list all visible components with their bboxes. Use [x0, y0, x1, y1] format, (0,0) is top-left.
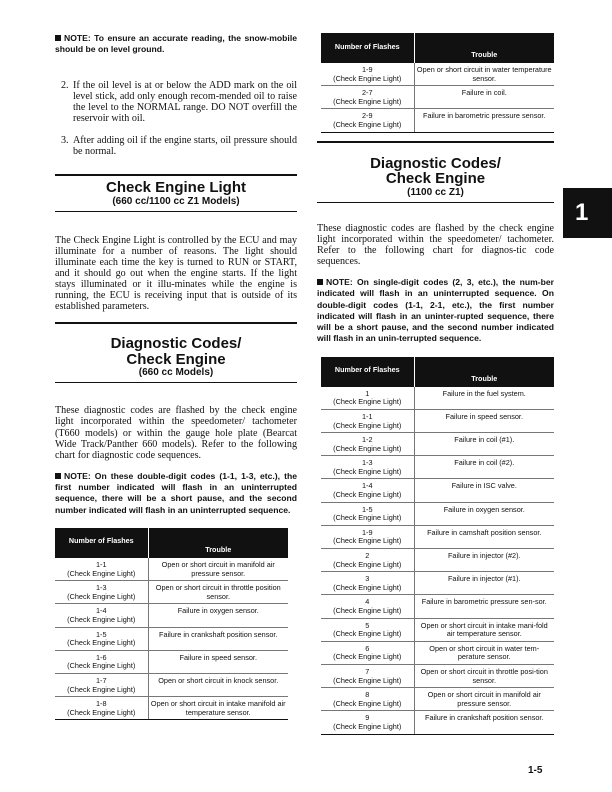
table-row [321, 479, 554, 502]
trouble-cell: Failure in the fuel system. [414, 387, 554, 410]
table-row [321, 618, 554, 641]
trouble-cell: Failure in camshaft position sensor. [414, 525, 554, 548]
flash-cell: 1-9 (Check Engine Light) [321, 63, 414, 86]
trouble-cell: Open or short circuit in throttle position sensor. [148, 581, 288, 604]
table-header-row [321, 33, 554, 63]
trouble-cell: Failure in crankshaft position sensor. [414, 711, 554, 734]
table-row [321, 86, 554, 109]
flash-cell: 1-1 (Check Engine Light) [321, 409, 414, 432]
trouble-cell: Failure in speed sensor. [414, 409, 554, 432]
trouble-cell: Open or short circuit in manifold air pressure sensor. [414, 688, 554, 711]
flash-cell: 1-4 (Check Engine Light) [55, 604, 148, 627]
header-number-of-flashes: Number of Flashes [55, 528, 148, 558]
trouble-cell: Open or short circuit in throttle posi-tion sensor. [414, 664, 554, 687]
flash-cell: 1-5 (Check Engine Light) [55, 627, 148, 650]
table-row [321, 409, 554, 432]
header-trouble: Trouble [414, 33, 554, 63]
right-column [317, 33, 554, 735]
section-tab: 1 [563, 188, 612, 238]
trouble-cell: Failure in barometric pressure sensor. [414, 109, 554, 132]
flash-cell: 1-7 (Check Engine Light) [55, 673, 148, 696]
table-row [321, 387, 554, 410]
flash-cell: 6 (Check Engine Light) [321, 641, 414, 664]
table-row [321, 456, 554, 479]
note-bullet-icon [55, 35, 61, 41]
trouble-cell: Open or short circuit in manifold air pressure sensor. [148, 558, 288, 581]
note-single-digit-codes: NOTE: On single-digit codes (2, 3, etc.), the num-ber indicated will flash in an uninterrupted sequence. On double-digit codes (1-1, 2-1, etc.), the first number indicated will flash in an uninter-rupted sequence, there will be a short pause, and the second number indicated will flash in an unin-terrupted sequence. [317, 276, 554, 344]
flash-cell: 7 (Check Engine Light) [321, 664, 414, 687]
table-row [321, 595, 554, 618]
table-row [321, 502, 554, 525]
flash-cell: 1-2 (Check Engine Light) [321, 433, 414, 456]
trouble-cell: Failure in injector (#2). [414, 549, 554, 572]
flash-cell: 3 (Check Engine Light) [321, 572, 414, 595]
oil-steps-list [55, 80, 297, 158]
table-row [321, 109, 554, 132]
check-engine-light-paragraph: The Check Engine Light is controlled by the ECU and may illuminate for a number of reasons. The light should illuminate each time the key is turned to RUN or START, and it should go out when the engine starts. If the light stays illuminated or it illu-minates while the engine is running, the ECU is receiving input that is outside of its established parameters. [55, 234, 297, 313]
table-row [55, 673, 288, 696]
flash-cell: 2-9 (Check Engine Light) [321, 109, 414, 132]
codes-table-1100 [321, 357, 554, 735]
diagnostic-codes-1100-paragraph: These diagnostic codes are flashed by the check engine light incorporated within the speedometer/ tachometer. Refer to the following chart for diagnos-tic code sequences. [317, 222, 554, 267]
flash-cell: 1-5 (Check Engine Light) [321, 502, 414, 525]
table-row [321, 641, 554, 664]
trouble-cell: Failure in coil (#1). [414, 433, 554, 456]
list-item: 2. If the oil level is at or below the ADD mark on the oil level stick, add only enough recom-mended oil to raise the level to the NORMAL range. DO NOT overfill the reservoir with oil. [61, 79, 297, 124]
note-level-ground: NOTE: To ensure an accurate reading, the snow-mobile should be on level ground. [55, 33, 297, 55]
trouble-cell: Open or short circuit in knock sensor. [148, 673, 288, 696]
trouble-cell: Failure in injector (#1). [414, 572, 554, 595]
table-row [55, 697, 288, 720]
flash-cell: 4 (Check Engine Light) [321, 595, 414, 618]
trouble-cell: Failure in oxygen sensor. [148, 604, 288, 627]
trouble-cell: Failure in speed sensor. [148, 650, 288, 673]
diagnostic-codes-1100-heading: Diagnostic Codes/ Check Engine (1100 cc Z1) [317, 141, 554, 203]
check-engine-light-heading: Check Engine Light (660 cc/1100 cc Z1 Models) [55, 174, 297, 212]
table-row [321, 433, 554, 456]
flash-cell: 5 (Check Engine Light) [321, 618, 414, 641]
table-row [55, 604, 288, 627]
codes-table-660 [55, 528, 288, 720]
table-row [321, 664, 554, 687]
table-row [321, 549, 554, 572]
trouble-cell: Open or short circuit in intake manifold air temperature sensor. [148, 697, 288, 720]
flash-cell: 1-1 (Check Engine Light) [55, 558, 148, 581]
flash-cell: 1-8 (Check Engine Light) [55, 697, 148, 720]
flash-cell: 2 (Check Engine Light) [321, 549, 414, 572]
table-row [321, 572, 554, 595]
trouble-cell: Failure in coil (#2). [414, 456, 554, 479]
page-number: 1-5 [528, 765, 543, 776]
trouble-cell: Failure in coil. [414, 86, 554, 109]
trouble-cell: Open or short circuit in water tem-perature sensor. [414, 641, 554, 664]
table-header-row [321, 357, 554, 387]
flash-cell: 1 (Check Engine Light) [321, 387, 414, 410]
note-bullet-icon [317, 279, 323, 285]
table-row [321, 711, 554, 734]
table-header-row [55, 528, 288, 558]
header-number-of-flashes: Number of Flashes [321, 33, 414, 63]
trouble-cell: Failure in ISC valve. [414, 479, 554, 502]
trouble-cell: Open or short circuit in water temperature sensor. [414, 63, 554, 86]
flash-cell: 2-7 (Check Engine Light) [321, 86, 414, 109]
trouble-cell: Failure in barometric pressure sen-sor. [414, 595, 554, 618]
codes-table-continued [321, 33, 554, 133]
flash-cell: 1-6 (Check Engine Light) [55, 650, 148, 673]
table-row [55, 627, 288, 650]
left-column [55, 33, 297, 720]
flash-cell: 9 (Check Engine Light) [321, 711, 414, 734]
table-row [321, 525, 554, 548]
note-double-digit-codes: NOTE: On these double-digit codes (1-1, 1-3, etc.), the first number indicated will flash in an uninterrupted sequence, there will be a short pause, and the second number indicated will flash in an uninterrupted sequence. [55, 470, 297, 515]
trouble-cell: Open or short circuit in intake mani-fold air temperature sensor. [414, 618, 554, 641]
header-trouble: Trouble [414, 357, 554, 387]
header-number-of-flashes: Number of Flashes [321, 357, 414, 387]
header-trouble: Trouble [148, 528, 288, 558]
trouble-cell: Failure in crankshaft position sensor. [148, 627, 288, 650]
table-row [321, 688, 554, 711]
diagnostic-codes-660-paragraph: These diagnostic codes are flashed by the check engine light incorporated within the speedometer/ tachometer (T660 models) or within the gauge hole plate (Bearcat Wide Track/Panther 660 models). Refer to the following chart for diagnostic code sequences. [55, 405, 297, 461]
table-row [55, 581, 288, 604]
flash-cell: 1-3 (Check Engine Light) [321, 456, 414, 479]
diagnostic-codes-660-heading: Diagnostic Codes/ Check Engine (660 cc Models) [55, 322, 297, 383]
list-item: 3. After adding oil if the engine starts, oil pressure should be normal. [61, 134, 297, 158]
flash-cell: 1-3 (Check Engine Light) [55, 581, 148, 604]
note-bullet-icon [55, 473, 61, 479]
table-row [55, 650, 288, 673]
flash-cell: 1-4 (Check Engine Light) [321, 479, 414, 502]
table-row [55, 558, 288, 581]
table-row [321, 63, 554, 86]
flash-cell: 8 (Check Engine Light) [321, 688, 414, 711]
trouble-cell: Failure in oxygen sensor. [414, 502, 554, 525]
flash-cell: 1-9 (Check Engine Light) [321, 525, 414, 548]
